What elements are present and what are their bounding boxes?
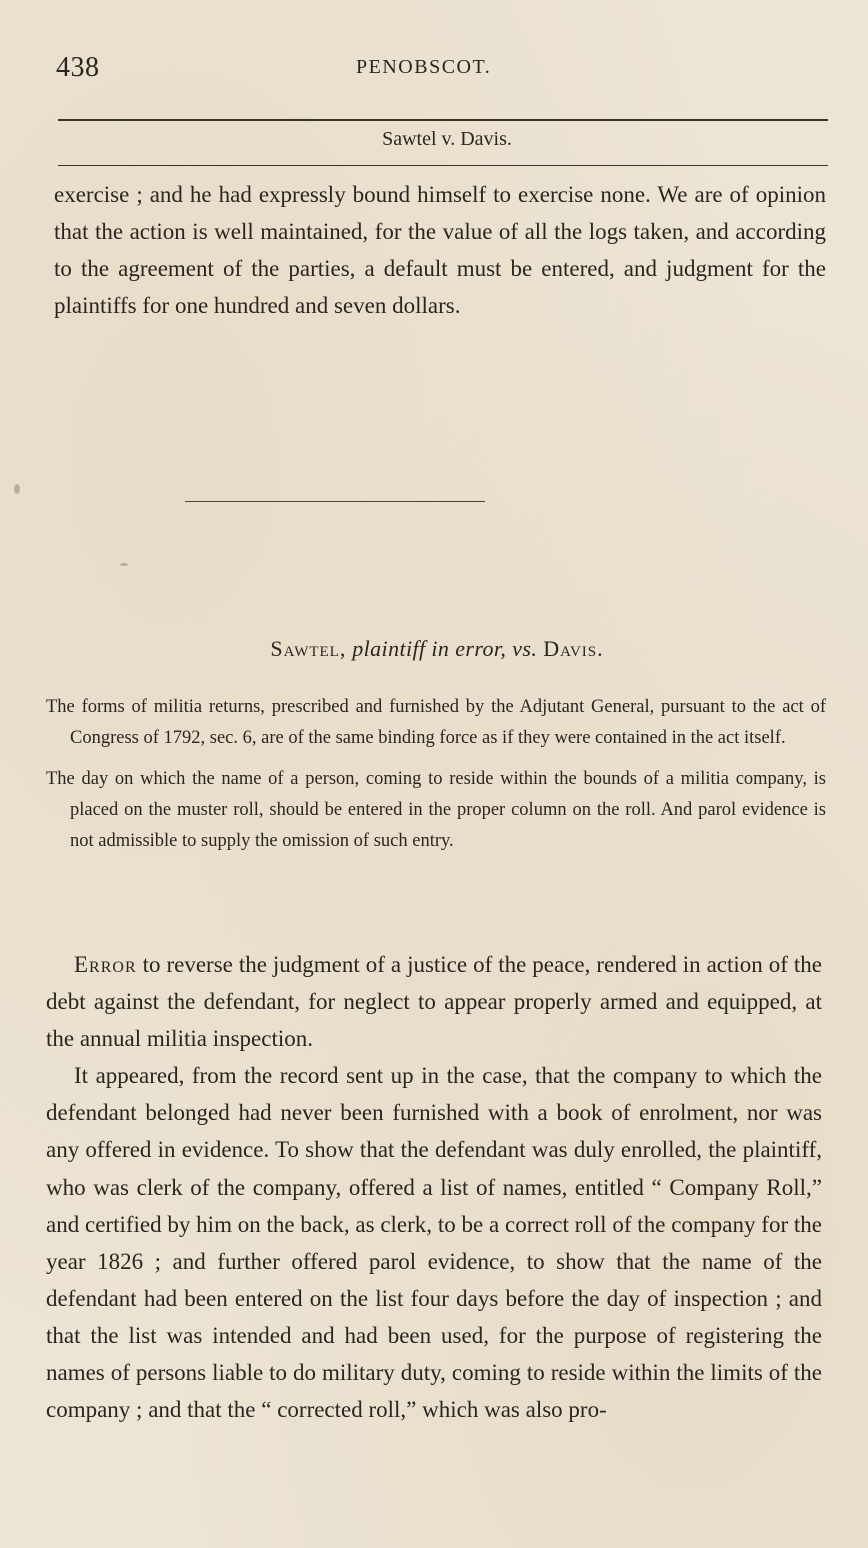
header-rule-bottom: [58, 165, 828, 166]
headnote: The forms of militia returns, prescribed and furnished by the Adjutant General, pursuant to the act of Congress of 1792, sec. 6, are of the same binding force as if they were contained in the act itself.: [46, 697, 826, 748]
case-running-header: Sawtel v. Davis.: [382, 128, 512, 150]
paragraph-text: to reverse the judgment of a justice of the peace, rendered in action of the debt against the defendant, for neglect to appear properly armed and equipped, at the annual militia inspection.: [46, 952, 822, 1052]
continued-opinion: [54, 176, 826, 324]
headnote: The day on which the name of a person, coming to reside within the bounds of a militia company, is placed on the muster roll, should be entered in the proper column on the roll. And parol evidence is not admissible to supply the omission of such entry.: [46, 769, 826, 851]
page-header: [56, 52, 826, 86]
running-title: PENOBSCOT.: [356, 56, 492, 78]
party-role: plaintiff in error,: [352, 636, 507, 661]
case-separator-rule: [185, 501, 485, 502]
lead-word: Error: [74, 952, 137, 977]
body-paragraph: It appeared, from the record sent up in the case, that the company to which the defendant belonged had never been furnished with a book of enrolment, nor was any offered in evidence. To show that the defendant was duly enrolled, the plaintiff, who was clerk of the company, offered a list of names, entitled “ Company Roll,” and certified by him on the back, as clerk, to be a correct roll of the company for the year 1826 ; and further offered parol evidence, to show that the name of the defendant had been entered on the list four days before the day of inspection ; and that the list was intended and had been used, for the purpose of registering the names of persons liable to do military duty, coming to reside within the limits of the company ; and that the “ corrected roll,” which was also pro-: [46, 1063, 822, 1423]
party-plaintiff: Sawtel,: [270, 636, 347, 661]
party-defendant: Davis.: [543, 636, 604, 661]
headnotes: [46, 692, 826, 867]
paper-blemish: [120, 563, 128, 566]
opinion-paragraph: exercise ; and he had expressly bound himself to exercise none. We are of opinion that the action is well maintained, for the value of all the logs taken, and according to the agreement of the parties, a default must be entered, and judgment for the plaintiffs for one hundred and seven dollars.: [54, 182, 826, 318]
page-number: 438: [56, 52, 100, 83]
body-paragraph: [46, 946, 822, 1057]
case-title: [0, 636, 868, 662]
versus: vs.: [512, 636, 538, 661]
paper-blemish: [14, 484, 20, 494]
case-body: [46, 946, 822, 1428]
header-rule-top: [58, 119, 828, 121]
